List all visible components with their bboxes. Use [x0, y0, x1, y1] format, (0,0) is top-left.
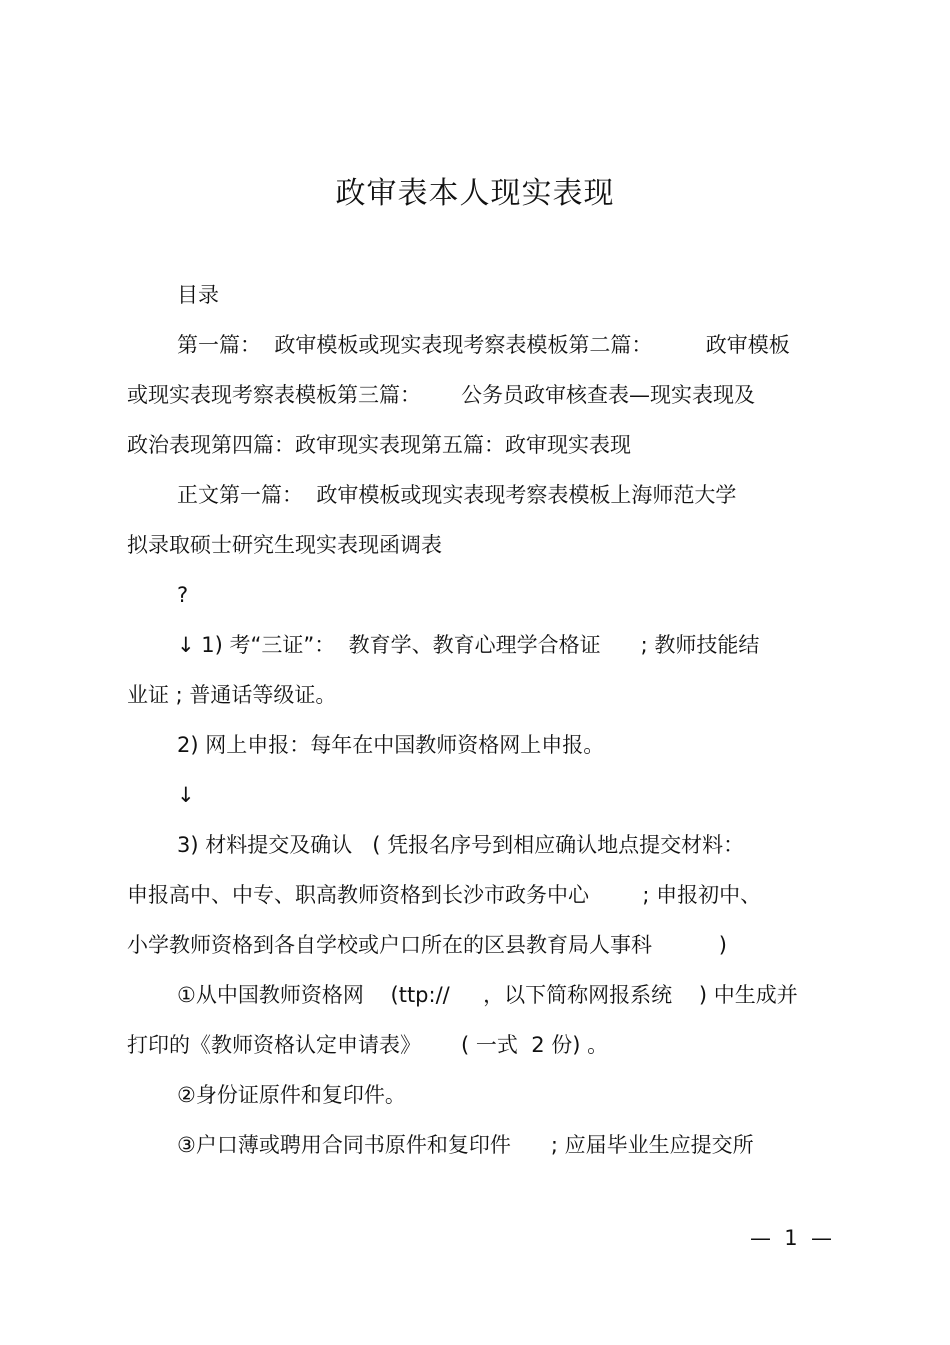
- body-line: 政治表现第四篇：政审现实表现第五篇：政审现实表现: [127, 433, 631, 457]
- body-line: 3) 材料提交及确认 ( 凭报名序号到相应确认地点提交材料：: [177, 833, 745, 857]
- document-title: 政审表本人现实表现: [335, 176, 615, 211]
- body-line: 或现实表现考察表模板第三篇： 公务员政审核查表—现实表现及: [127, 383, 756, 407]
- body-line: 拟录取硕士研究生现实表现函调表: [127, 533, 442, 557]
- body-line: 第一篇： 政审模板或现实表现考察表模板第二篇： 政审模板: [177, 333, 790, 357]
- body-line: 小学教师资格到各自学校或户口所在的区县教育局人事科 ): [127, 933, 727, 957]
- body-line: 打印的《教师资格认定申请表》 ( 一式 2 份) 。: [127, 1033, 609, 1057]
- body-line: 正文第一篇： 政审模板或现实表现考察表模板上海师范大学: [177, 483, 737, 507]
- body-line: ①从中国教师资格网 (ttp:// ，以下简称网报系统 ) 中生成并: [177, 983, 798, 1007]
- body-line: ↓ 1) 考“三证”： 教育学、教育心理学合格证 ; 教师技能结: [177, 633, 760, 657]
- body-line: 2) 网上申报：每年在中国教师资格网上申报。: [177, 733, 605, 757]
- body-line: 业证 ; 普通话等级证。: [127, 683, 337, 707]
- body-line: ③户口薄或聘用合同书原件和复印件 ; 应届毕业生应提交所: [177, 1133, 754, 1157]
- document-body: [127, 270, 827, 1170]
- body-line: ②身份证原件和复印件。: [177, 1083, 406, 1107]
- body-line: ?: [177, 583, 189, 607]
- page-number: — 1 —: [749, 1226, 832, 1250]
- body-line-arrow: ↓: [177, 783, 195, 807]
- body-line-toc-heading: 目录: [177, 283, 219, 307]
- body-line: 申报高中、中专、职高教师资格到长沙市政务中心 ; 申报初中、: [127, 883, 762, 907]
